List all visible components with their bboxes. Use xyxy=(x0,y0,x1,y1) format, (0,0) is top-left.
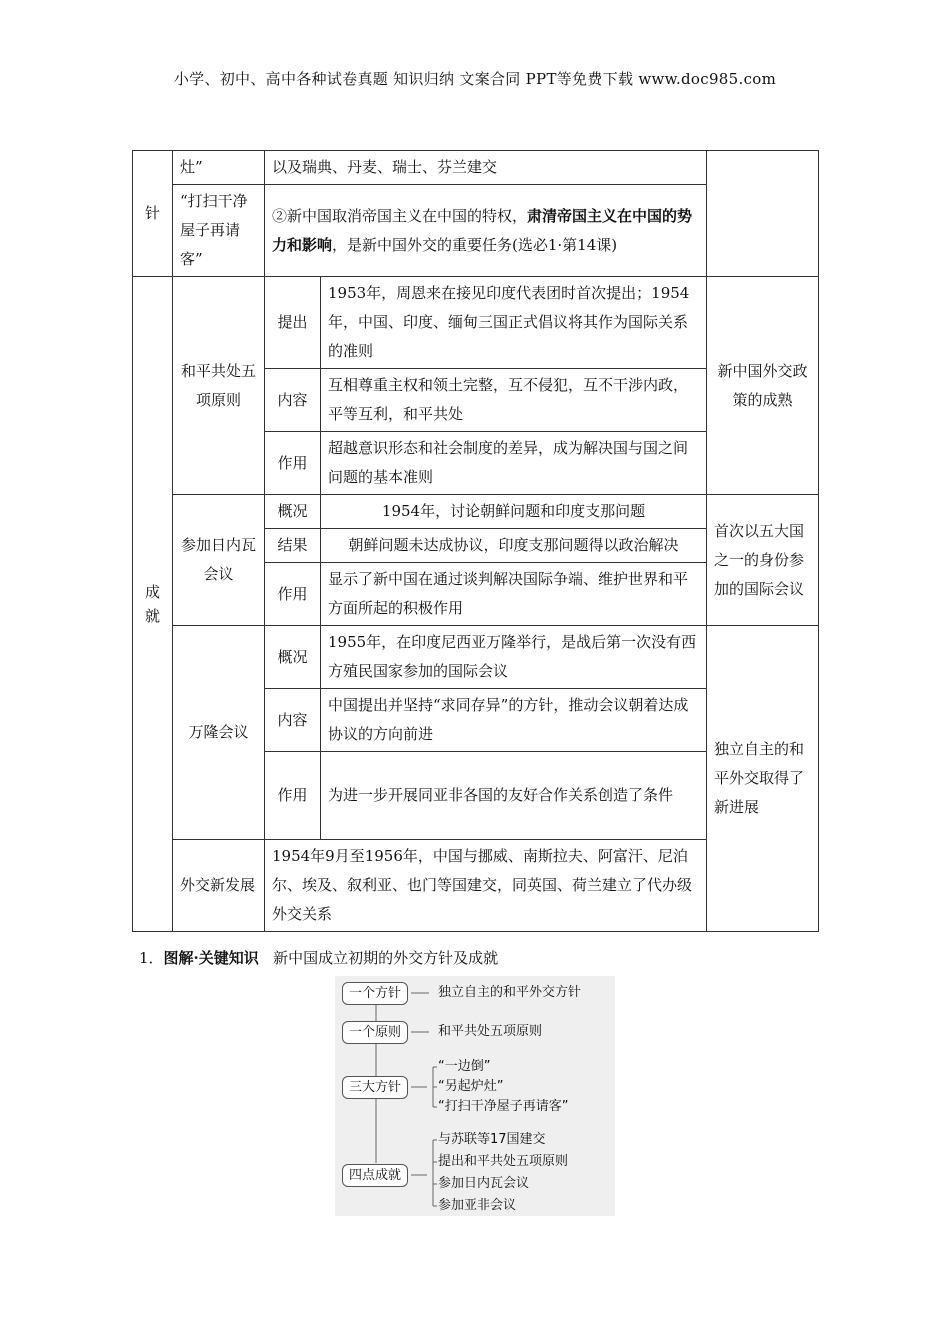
item-key: 提出 xyxy=(265,277,321,369)
node-achievement-item: 参加亚非会议 xyxy=(438,1198,517,1213)
section-number: 1． xyxy=(139,949,164,967)
policy-content-cell xyxy=(265,185,707,277)
item-value: 互相尊重主权和领土完整，互不侵犯，互不干涉内政，平等互利，和平共处 xyxy=(321,369,707,432)
node-policy-item: 独立自主的和平外交方针 xyxy=(438,985,582,1000)
item-key: 内容 xyxy=(265,369,321,432)
node-policy: 一个方针 xyxy=(342,982,408,1005)
table-row xyxy=(133,626,819,689)
achievements-label: 成就 xyxy=(133,277,173,932)
item-value: 为进一步开展同亚非各国的友好合作关系创造了条件 xyxy=(321,752,707,840)
item-value: 1955年，在印度尼西亚万隆举行，是战后第一次没有西方殖民国家参加的国际会议 xyxy=(321,626,707,689)
node-achievement-item: 参加日内瓦会议 xyxy=(438,1176,530,1191)
achievement-note: 新中国外交政策的成熟 xyxy=(707,277,819,495)
policy-note-cell xyxy=(707,151,819,277)
section-heading xyxy=(139,947,498,968)
node-three-policies-item: “另起炉灶” xyxy=(438,1079,504,1094)
achievement-name: 万隆会议 xyxy=(173,626,265,840)
item-value: 超越意识形态和社会制度的差异，成为解决国与国之间问题的基本准则 xyxy=(321,432,707,495)
table-row xyxy=(133,151,819,185)
item-key: 作用 xyxy=(265,563,321,626)
diplomacy-mind-map xyxy=(335,976,615,1216)
content-text: ②新中国取消帝国主义在中国的特权， xyxy=(272,206,528,225)
policy-name-cell: 灶” xyxy=(173,151,265,185)
achievement-name: 参加日内瓦会议 xyxy=(173,495,265,626)
content-bold-text: 肃清帝国主义在中国的势力和影响 xyxy=(272,206,693,254)
node-three-policies-item: “打扫干净屋子再请客” xyxy=(438,1099,569,1114)
item-value: 1954年，讨论朝鲜问题和印度支那问题 xyxy=(321,495,707,529)
item-value: 朝鲜问题未达成协议，印度支那问题得以政治解决 xyxy=(321,529,707,563)
diplomacy-table xyxy=(132,150,819,932)
page-header: 小学、初中、高中各种试卷真题 知识归纳 文案合同 PPT等免费下载 www.doc985.com xyxy=(173,70,777,88)
achievement-text: 1954年9月至1956年，中国与挪威、南斯拉夫、阿富汗、尼泊尔、埃及、叙利亚、也门等国建交，同英国、荷兰建立了代办级外交关系 xyxy=(265,840,707,932)
item-key: 内容 xyxy=(265,689,321,752)
item-value: 1953年，周恩来在接见印度代表团时首次提出；1954年，中国、印度、缅甸三国正式倡议将其作为国际关系的准则 xyxy=(321,277,707,369)
node-principle: 一个原则 xyxy=(342,1021,408,1044)
achievement-note: 首次以五大国之一的身份参加的国际会议 xyxy=(707,495,819,626)
achievement-name: 外交新发展 xyxy=(173,840,265,932)
item-value: 中国提出并坚持“求同存异”的方针，推动会议朝着达成协议的方向前进 xyxy=(321,689,707,752)
node-four-achievements: 四点成就 xyxy=(342,1164,408,1187)
item-key: 结果 xyxy=(265,529,321,563)
achievement-note: 独立自主的和平外交取得了新进展 xyxy=(707,626,819,932)
achievement-name: 和平共处五项原则 xyxy=(173,277,265,495)
policy-content-cell: 以及瑞典、丹麦、瑞士、芬兰建交 xyxy=(265,151,707,185)
item-key: 概况 xyxy=(265,626,321,689)
item-key: 作用 xyxy=(265,432,321,495)
table-row xyxy=(133,277,819,369)
section-subtitle: 新中国成立初期的外交方针及成就 xyxy=(273,949,499,967)
item-key: 作用 xyxy=(265,752,321,840)
content-text: ，是新中国外交的重要任务(选必1·第14课) xyxy=(332,235,618,254)
node-three-policies-item: “一边倒” xyxy=(438,1059,491,1074)
item-value: 显示了新中国在通过谈判解决国际争端、维护世界和平方面所起的积极作用 xyxy=(321,563,707,626)
node-achievement-item: 与苏联等17国建交 xyxy=(438,1132,546,1147)
policy-name-cell: “打扫干净屋子再请客” xyxy=(173,185,265,277)
section-title: 图解·关键知识 xyxy=(163,949,259,967)
item-key: 概况 xyxy=(265,495,321,529)
table-row xyxy=(133,495,819,529)
node-achievement-item: 提出和平共处五项原则 xyxy=(438,1154,569,1169)
node-three-policies: 三大方针 xyxy=(342,1076,408,1099)
policy-section-label: 针 xyxy=(133,151,173,277)
node-principle-item: 和平共处五项原则 xyxy=(438,1024,543,1039)
